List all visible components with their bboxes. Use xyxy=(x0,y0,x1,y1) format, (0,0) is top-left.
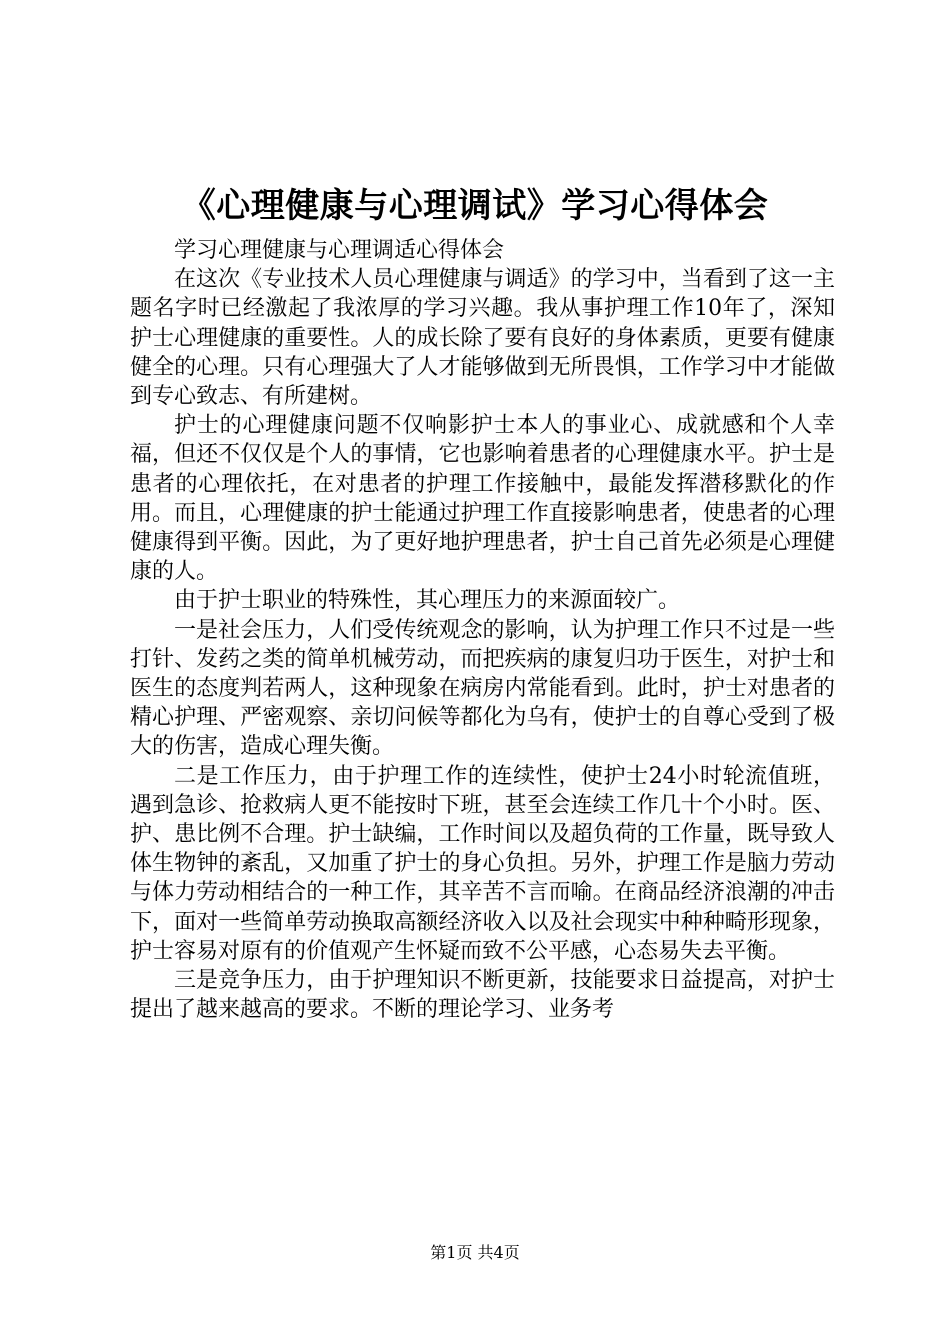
paragraph: 一是社会压力，人们受传统观念的影响，认为护理工作只不过是一些打针、发药之类的简单机械劳动，而把疾病的康复归功于医生，对护士和医生的态度判若两人，这种现象在病房内常能看到。此时，护士对患者的精心护理、严密观察、亲切问候等都化为乌有，使护士的自尊心受到了极大的伤害，造成心理失衡。 xyxy=(130,617,835,760)
document-body xyxy=(130,236,835,1024)
paragraph: 护士的心理健康问题不仅响影护士本人的事业心、成就感和个人幸福，但还不仅仅是个人的事情，它也影响着患者的心理健康水平。护士是患者的心理依托，在对患者的护理工作接触中，最能发挥潜移默化的作用。而且，心理健康的护士能通过护理工作直接影响患者，使患者的心理健康得到平衡。因此，为了更好地护理患者，护士自己首先必须是心理健康的人。 xyxy=(130,413,835,585)
document-subtitle: 学习心理健康与心理调适心得体会 xyxy=(174,238,505,263)
paragraph: 三是竞争压力，由于护理知识不断更新，技能要求日益提高，对护士提出了越来越高的要求。不断的理论学习、业务考 xyxy=(130,968,835,1023)
paragraph: 由于护士职业的特殊性，其心理压力的来源面较广。 xyxy=(174,588,681,614)
paragraph: 二是工作压力，由于护理工作的连续性，使护士24小时轮流值班，遇到急诊、抢救病人更不能按时下班，甚至会连续工作几十个小时。医、护、患比例不合理。护士缺编，工作时间以及超负荷的工作量，既导致人体生物钟的紊乱，又加重了护士的身心负担。另外，护理工作是脑力劳动与体力劳动相结合的一种工作，其辛苦不言而喻。在商品经济浪潮的冲击下，面对一些简单劳动换取高额经济收入以及社会现实中种种畸形现象，护士容易对原有的价值观产生怀疑而致不公平感，心态易失去平衡。 xyxy=(130,763,835,964)
paragraph: 在这次《专业技术人员心理健康与调适》的学习中，当看到了这一主题名字时已经激起了我浓厚的学习兴趣。我从事护理工作10年了，深知护士心理健康的重要性。人的成长除了要有良好的身体素质，更要有健康健全的心理。只有心理强大了人才能够做到无所畏惧，工作学习中才能做到专心致志、有所建树。 xyxy=(130,267,835,410)
document-title: 《心理健康与心理调试》学习心得体会 xyxy=(181,186,769,226)
page-footer: 第1页 共4页 xyxy=(430,1243,520,1262)
